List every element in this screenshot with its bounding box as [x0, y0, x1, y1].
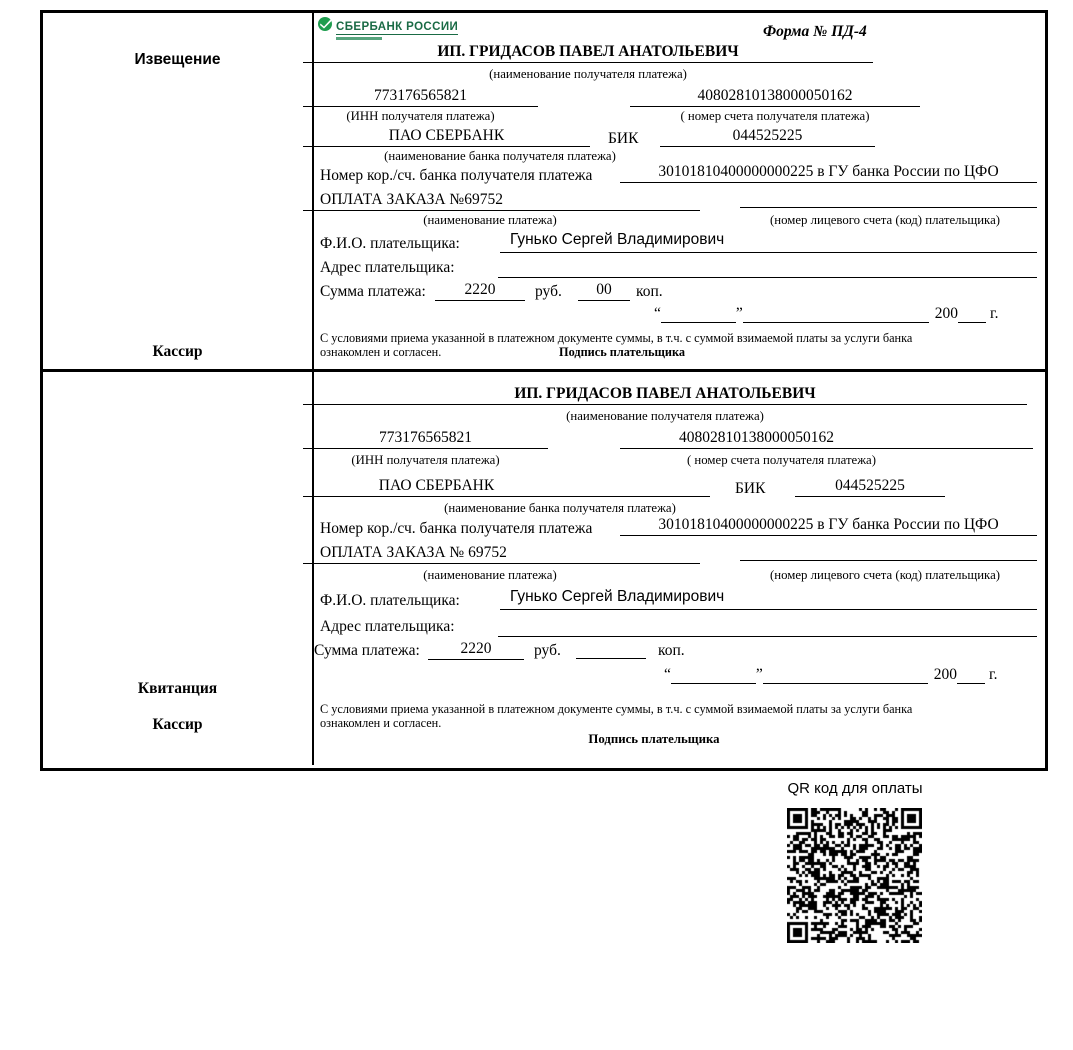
receipt-block [43, 369, 1045, 765]
quote-close: ” [735, 305, 743, 322]
qr-code [787, 808, 922, 943]
account-caption: ( номер счета получателя платежа) [686, 453, 877, 467]
pd4-form [40, 10, 1048, 771]
corr-account-field: 30101810400000000225 в ГУ банка России по ЦФО [620, 163, 1037, 183]
receipt-title: Квитанция [137, 680, 218, 697]
recipient-caption: (наименование получателя платежа) [566, 409, 764, 423]
inn-caption: (ИНН получателя платежа) [346, 109, 495, 123]
qr-label: QR код для оплаты [787, 780, 923, 797]
address-label: Адрес плательщика: [320, 618, 455, 635]
sberbank-logo [318, 17, 458, 40]
date-month-field [743, 308, 929, 323]
signature-label: Подпись плательщика [588, 732, 720, 746]
date-day-field [661, 308, 736, 323]
address-label: Адрес плательщика: [320, 259, 455, 276]
account-field: 40802810138000050162 [630, 87, 920, 107]
inn-field: 773176565821 [303, 87, 538, 107]
cashier-label: Кассир [152, 343, 203, 360]
sum-label: Сумма платежа: [314, 642, 420, 659]
payer-code-caption: (номер лицевого счета (код) плательщика) [769, 568, 1001, 582]
year-field [958, 308, 986, 323]
sberbank-logo-icon [318, 17, 332, 31]
payment-name-field: ОПЛАТА ЗАКАЗА №69752 [303, 191, 700, 211]
sum-label: Сумма платежа: [320, 283, 426, 300]
notice-panel [314, 13, 1045, 369]
payment-caption: (наименование платежа) [423, 213, 557, 227]
payment-name-field: ОПЛАТА ЗАКАЗА № 69752 [303, 544, 700, 564]
sum-rub-field: 2220 [428, 640, 524, 660]
rub-label: руб. [534, 642, 561, 659]
agreement-line2: ознакомлен и согласен. [320, 716, 442, 730]
corr-account-label: Номер кор./сч. банка получателя платежа [320, 167, 593, 184]
sberbank-logo-text: СБЕРБАНК РОССИИ [336, 21, 459, 33]
bank-caption: (наименование банка получателя платежа) [384, 149, 616, 163]
corr-account-field: 30101810400000000225 в ГУ банка России по ЦФО [620, 516, 1037, 536]
sum-rub-field: 2220 [435, 281, 525, 301]
cashier-label-2: Кассир [152, 716, 203, 733]
corr-account-label: Номер кор./сч. банка получателя платежа [320, 520, 593, 537]
recipient-name-field: ИП. ГРИДАСОВ ПАВЕЛ АНАТОЛЬЕВИЧ [303, 43, 873, 63]
sberbank-logo-textwrap [336, 17, 458, 40]
receipt-panel [314, 372, 1045, 765]
notice-stub [43, 13, 314, 369]
payer-code-field [740, 189, 1037, 208]
date-row [664, 666, 998, 684]
address-field [498, 614, 1037, 637]
payer-code-caption: (номер лицевого счета (код) плательщика) [769, 213, 1001, 227]
year-field [957, 669, 985, 684]
sum-kop-field [576, 640, 646, 659]
date-month-field [763, 669, 928, 684]
agreement-line1: С условиями приема указанной в платежном документе суммы, в т.ч. с суммой взимаемой платы за услуги банка [320, 331, 913, 345]
bik-field: 044525225 [660, 127, 875, 147]
year-suffix: г. [990, 305, 999, 322]
quote-open: “ [654, 305, 661, 322]
bik-label: БИК [735, 480, 766, 497]
kop-label: коп. [658, 642, 685, 659]
agreement-line1: С условиями приема указанной в платежном документе суммы, в т.ч. с суммой взимаемой платы за услуги банка [320, 702, 913, 716]
bank-name-field: ПАО СБЕРБАНК [303, 477, 710, 497]
inn-caption: (ИНН получателя платежа) [351, 453, 500, 467]
bank-caption: (наименование банка получателя платежа) [444, 501, 676, 515]
bik-label: БИК [608, 130, 639, 147]
account-caption: ( номер счета получателя платежа) [680, 109, 870, 123]
bik-field: 044525225 [795, 477, 945, 497]
kop-label: коп. [636, 283, 663, 300]
fio-field: Гунько Сергей Владимирович [500, 588, 1037, 610]
rub-label: руб. [535, 283, 562, 300]
fio-field: Гунько Сергей Владимирович [500, 231, 1037, 253]
address-field [498, 255, 1037, 278]
recipient-caption: (наименование получателя платежа) [489, 67, 687, 81]
notice-block [43, 13, 1045, 369]
quote-close: ” [755, 666, 763, 683]
payment-caption: (наименование платежа) [423, 568, 557, 582]
year-prefix: 200 [933, 666, 958, 683]
sum-kop-field: 00 [578, 281, 630, 301]
bank-name-field: ПАО СБЕРБАНК [303, 127, 590, 147]
year-suffix: г. [989, 666, 998, 683]
account-field: 40802810138000050162 [620, 429, 1033, 449]
date-row [654, 305, 999, 323]
year-prefix: 200 [934, 305, 959, 322]
receipt-stub [43, 372, 314, 765]
form-number-label: Форма № ПД-4 [763, 23, 867, 40]
inn-field: 773176565821 [303, 429, 548, 449]
date-day-field [671, 669, 756, 684]
agreement-line2: ознакомлен и согласен. [320, 345, 442, 359]
sberbank-logo-tagline [336, 37, 382, 40]
notice-title: Извещение [134, 51, 221, 68]
fio-label: Ф.И.О. плательщика: [320, 235, 460, 252]
recipient-name-field: ИП. ГРИДАСОВ ПАВЕЛ АНАТОЛЬЕВИЧ [303, 385, 1027, 405]
quote-open: “ [664, 666, 671, 683]
signature-label: Подпись плательщика [559, 345, 686, 359]
payer-code-field [740, 542, 1037, 561]
fio-label: Ф.И.О. плательщика: [320, 592, 460, 609]
